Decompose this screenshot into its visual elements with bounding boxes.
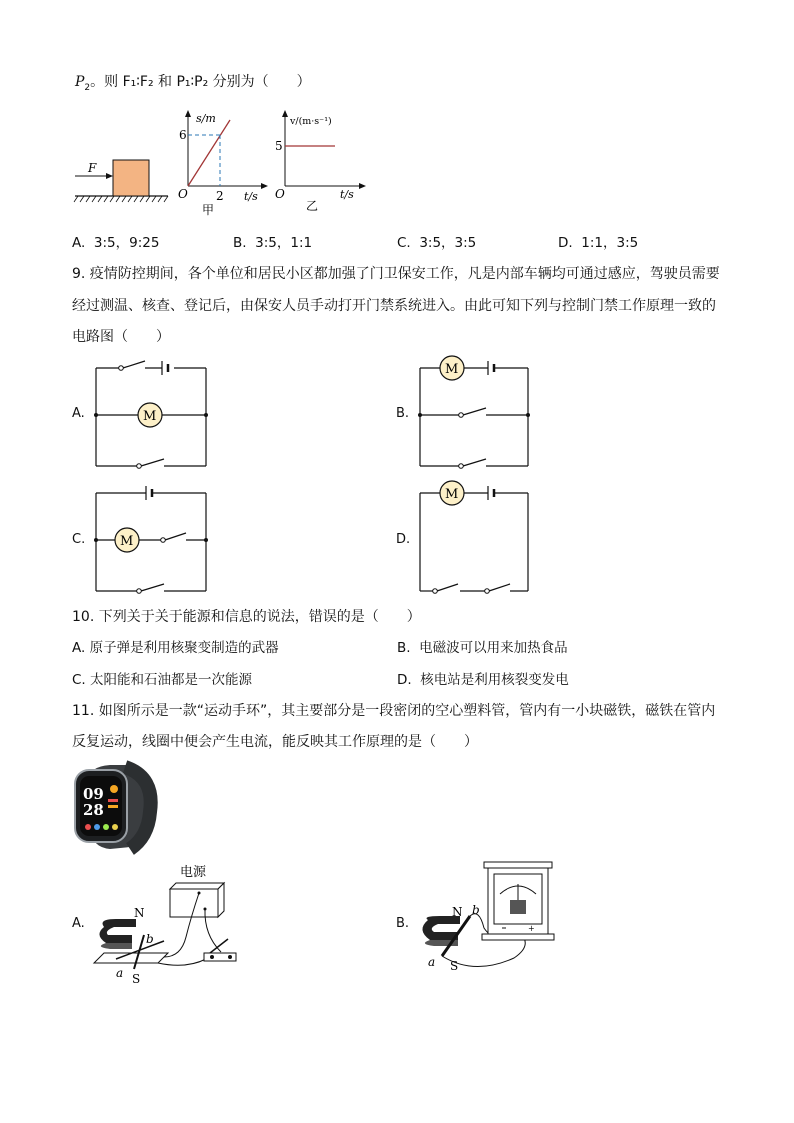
circuit-d	[414, 485, 539, 595]
jia-x-axis-label: t/s	[244, 190, 258, 203]
point-a: a	[116, 966, 124, 980]
p2-symbol: P	[75, 74, 85, 90]
q10-stem: 10. 下列关于关于能源和信息的说法，错误的是（ ）	[72, 609, 421, 625]
option-label: C.	[72, 672, 86, 688]
q11-option-a-label[interactable]: A.	[72, 916, 85, 931]
q11-option-b-label[interactable]: B.	[396, 916, 410, 931]
option-text: 原子弹是利用核聚变制造的武器	[89, 640, 279, 656]
q10-option-c[interactable]	[72, 670, 252, 690]
jia-y-axis-label: s/m	[196, 112, 216, 125]
q11-figure-a	[86, 857, 256, 986]
circuit-b	[414, 360, 539, 470]
pole-s: S	[450, 959, 459, 973]
q9-option-b-label[interactable]: B.	[396, 406, 410, 421]
yi-y-axis-label: v/(m·s⁻¹)	[290, 116, 332, 127]
graph-jia	[178, 110, 268, 217]
option-label: A.	[72, 640, 86, 656]
q9-stem-line2: 经过测温、核查、登记后，由保安人员手动打开门禁系统进入。由此可知下列与控制门禁工作原理一致的	[72, 298, 716, 314]
q8-option-d[interactable]	[558, 233, 638, 253]
option-text: 太阳能和石油都是一次能源	[90, 672, 253, 688]
option-text: 3:5，3:5	[419, 235, 477, 251]
q10-option-b[interactable]	[397, 638, 568, 658]
circuit-c	[90, 485, 215, 595]
q11-figure-b	[414, 858, 564, 978]
q9-stem-line1: 9. 疫情防控期间，各个单位和居民小区都加强了门卫保安工作，凡是内部车辆均可通过感应，驾驶员需要	[72, 266, 720, 282]
motor-symbol: M	[445, 487, 459, 502]
force-label: F	[88, 161, 97, 175]
q9-option-d-label[interactable]: D.	[396, 532, 411, 547]
q8-figure	[70, 108, 370, 218]
option-text: 3:5，1:1	[255, 235, 313, 251]
q8-option-a[interactable]	[72, 233, 159, 253]
fitness-band-image	[70, 757, 160, 857]
power-label: 电源	[180, 865, 207, 880]
option-label: D.	[397, 672, 412, 688]
circuit-a	[90, 360, 210, 470]
motor-symbol: M	[143, 409, 157, 424]
yi-x-axis-label: t/s	[340, 188, 354, 201]
watch-hour: 09	[83, 785, 104, 803]
q9-option-a-label[interactable]: A.	[72, 406, 85, 421]
q8-option-c[interactable]	[397, 233, 476, 253]
option-text: 1:1，3:5	[581, 235, 639, 251]
option-label: B.	[233, 235, 247, 251]
q8-option-b[interactable]	[233, 233, 312, 253]
option-text: 电磁波可以用来加热食品	[419, 640, 568, 656]
pole-s: S	[132, 972, 141, 986]
option-text: 3:5，9:25	[93, 235, 160, 251]
option-label: B.	[397, 640, 411, 656]
jia-y-tick: 6	[179, 128, 187, 142]
plus-sign: +	[528, 924, 535, 933]
option-label: C.	[397, 235, 411, 251]
graph-yi	[275, 110, 366, 213]
motor-symbol: M	[445, 362, 459, 377]
pole-n: N	[452, 905, 463, 919]
jia-origin: O	[178, 187, 188, 201]
q10-option-d[interactable]	[397, 670, 569, 690]
q8-stem-text: 。则 F₁∶F₂ 和 P₁∶P₂ 分别为（ ）	[90, 74, 311, 90]
option-label: A.	[72, 235, 86, 251]
yi-y-tick: 5	[275, 139, 283, 153]
point-a: a	[428, 955, 436, 969]
yi-caption: 乙	[306, 199, 319, 213]
block-on-ground	[74, 160, 168, 202]
yi-origin: O	[275, 187, 285, 201]
motor-symbol: M	[120, 534, 134, 549]
jia-x-tick: 2	[216, 189, 224, 203]
pole-n: N	[134, 906, 145, 920]
point-b: b	[472, 903, 480, 917]
q11-stem-line2: 反复运动，线圈中便会产生电流，能反映其工作原理的是（ ）	[72, 734, 478, 750]
q8-stem-tail: $P_2$。则 F₁∶F₂ 和 P₁∶P₂ 分别为（ ）	[75, 74, 311, 93]
q9-stem-line3: 电路图（ ）	[72, 329, 170, 345]
q10-option-a[interactable]	[72, 638, 279, 658]
watch-minute: 28	[83, 801, 104, 819]
q11-stem-line1: 11. 如图所示是一款“运动手环”，其主要部分是一段密闭的空心塑料管，管内有一小块磁铁，磁铁在管内	[72, 703, 716, 719]
point-b: b	[146, 932, 154, 946]
jia-caption: 甲	[202, 203, 215, 217]
option-text: 核电站是利用核裂变发电	[420, 672, 569, 688]
option-label: D.	[558, 235, 573, 251]
q9-option-c-label[interactable]: C.	[72, 532, 86, 547]
